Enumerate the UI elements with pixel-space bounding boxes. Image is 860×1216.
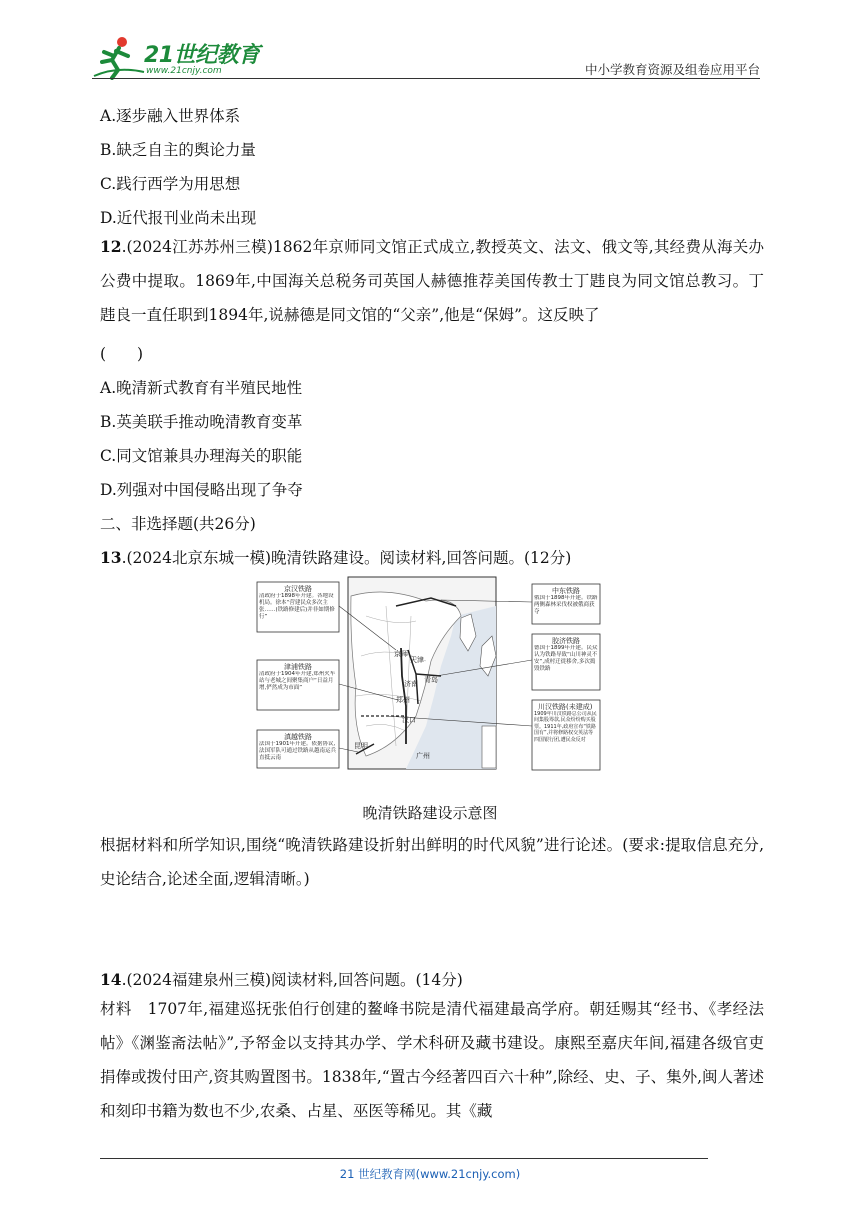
box-jiaoji-title: 胶济铁路 <box>552 637 580 645</box>
q12-bracket: ( ) <box>100 345 144 363</box>
q14-text: .(2024福建泉州三模)阅读材料,回答问题。(14分) <box>121 971 463 989</box>
section-heading: 二、非选择题(共26分) <box>100 515 256 533</box>
box-jinghan-body: 清政府于1898年开建。各地设机局。徐本“营建民众多次主张……(铁路修建后)并非如期修行” <box>259 593 335 620</box>
q14-number: 14 <box>100 970 122 989</box>
page-header <box>92 30 760 82</box>
q12-number: 12 <box>100 237 122 256</box>
city-kunming: 昆明 <box>354 742 368 750</box>
q12-option-c: C.同文馆兼具办理海关的职能 <box>100 447 303 465</box>
city-qingdao: 青岛 <box>424 676 438 684</box>
footer-divider <box>100 1158 708 1159</box>
q12-option-d: D.列强对中国侵略出现了争夺 <box>100 481 303 499</box>
box-chuanhan-title: 川汉铁路(未建成) <box>538 703 593 711</box>
city-guangzhou: 广州 <box>416 752 430 760</box>
q12-text: .(2024江苏苏州三模)1862年京师同文馆正式成立,教授英文、法文、俄文等,其经费从海关办公费中提取。1869年,中国海关总税务司英国人赫德推荐美国传教士丁韪良为同文馆总教习。丁韪良一直任职到1894年,说赫德是同文馆的“父亲”,他是“保姆”。这反映了 <box>100 238 764 324</box>
q13-text: .(2024北京东城一模)晚清铁路建设。阅读材料,回答问题。(12分) <box>121 549 572 567</box>
q11-option-a: A.逐步融入世界体系 <box>100 107 241 125</box>
header-platform-name: 中小学教育资源及组卷应用平台 <box>584 62 760 77</box>
city-zhengzhou: 郑州 <box>396 696 410 704</box>
q13-number: 13 <box>100 548 122 567</box>
box-jiaoji <box>532 634 600 690</box>
box-chuanhan <box>532 700 600 770</box>
header-divider <box>92 78 760 79</box>
map-caption: 晚清铁路建设示意图 <box>362 804 498 822</box>
box-jinghan-title: 京汉铁路 <box>284 585 312 593</box>
q14-stem <box>100 970 463 990</box>
box-jinpu <box>257 660 339 710</box>
q12-option-a: A.晚清新式教育有半殖民地性 <box>100 379 303 397</box>
runner-logo-icon <box>92 36 146 80</box>
q14-material: 材料 1707年,福建巡抚张伯行创建的鳌峰书院是清代福建最高学府。朝廷赐其“经书、《孝经法帖》《渊鉴斋法帖》”,予帑金以支持其办学、学术科研及藏书建设。康熙至嘉庆年间,福建各级官吏捐俸或拨付田产,资其购置图书。1838年,“置古今经著四百六十种”,除经、史、子、集外,闽人著述和刻印书籍为数也不少,农桑、占星、巫医等稀见。其《藏 <box>100 1000 765 1120</box>
q13-prompt: 根据材料和所学知识,围绕“晚清铁路建设折射出鲜明的时代风貌”进行论述。(要求:提取信息充分,史论结合,论述全面,逻辑清晰。) <box>100 836 764 888</box>
logo <box>92 36 262 80</box>
box-zhongdong <box>532 584 600 624</box>
box-jiaoji-body: 德国于1899年开建。民众认为铁路导致“山川神灵不安”,成村迁徙移舍,多次捣毁铁路 <box>534 645 598 672</box>
box-dianyue-body: 法国于1901年开建。依据协议,法国军队可通过铁路从越南运兵直抵云南 <box>259 741 337 761</box>
logo-url: www.21cnjy.com <box>146 66 222 76</box>
box-jinpu-body: 清政府于1904年开建,郑州火车站与老城之间聚集商户“日益月增,俨然成为市面” <box>259 671 336 691</box>
box-chuanhan-body: 1909年川汉铁路总公司从民间集股筹款,民众纷纷购买股票。1911年,政府宣布“铁路国有”,并将修路权交英法等四国银行团,遭民众反对 <box>534 711 597 743</box>
box-zhongdong-title: 中东铁路 <box>552 587 580 595</box>
q12-stem <box>100 230 764 332</box>
q11-option-d: D.近代报刊业尚未出现 <box>100 209 257 227</box>
footer-text: 21 世纪教育网(www.21cnjy.com) <box>339 1167 521 1181</box>
box-dianyue <box>257 730 339 768</box>
city-hankou: 汉口 <box>402 716 416 724</box>
logo-text: 21世纪教育 <box>144 43 260 68</box>
box-dianyue-title: 滇越铁路 <box>284 733 312 741</box>
city-jingshi: 京师 <box>394 650 408 658</box>
railway-map <box>256 576 602 772</box>
q11-option-c: C.践行西学为用思想 <box>100 175 241 193</box>
city-tianjin: 天津 <box>410 656 424 664</box>
q11-option-b: B.缺乏自主的舆论力量 <box>100 141 256 159</box>
city-jinan: 济南 <box>404 680 418 688</box>
q13-stem <box>100 548 571 568</box>
box-zhongdong-body: 俄国于1898年开建。铁路两侧森林采伐权被俄商获夺 <box>534 595 598 615</box>
box-jinpu-title: 津浦铁路 <box>284 663 312 671</box>
q12-option-b: B.英美联手推动晚清教育变革 <box>100 413 303 431</box>
box-jinghan <box>257 582 339 632</box>
